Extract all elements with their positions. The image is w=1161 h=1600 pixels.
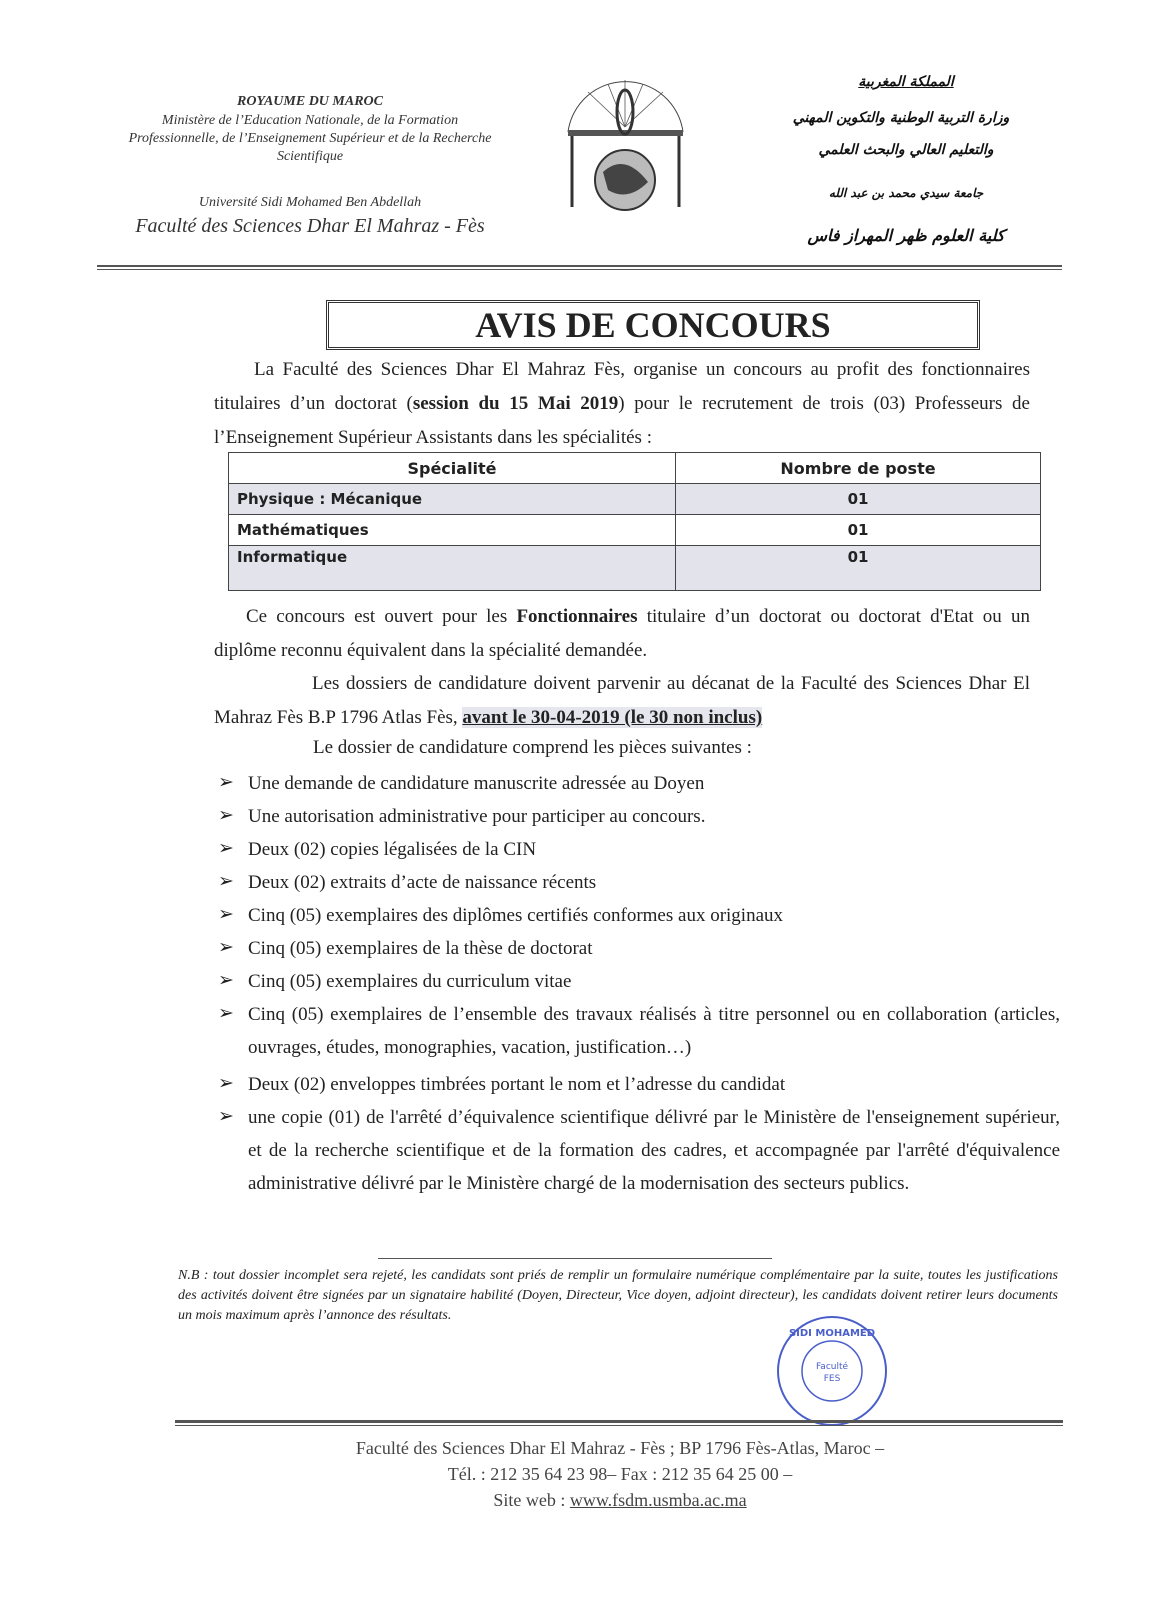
table-row — [229, 546, 1041, 591]
website-link[interactable]: www.fsdm.usmba.ac.ma — [569, 1490, 747, 1510]
list-item: Deux (02) extraits d’acte de naissance récents — [248, 872, 597, 893]
column-header: Spécialité — [229, 453, 676, 484]
footer-phone: Tél. : 212 35 64 23 98– Fax : 212 35 64 25 00 – — [447, 1464, 793, 1484]
country-ar: المملكة المغربية — [858, 74, 954, 90]
ministry-ar-1: وزارة التربية الوطنية والتكوين المهني — [792, 110, 1010, 126]
ministry-ar-2: والتعليم العالي والبحث العلمي — [818, 142, 994, 158]
bullet-arrow-icon: ➢ — [218, 1003, 234, 1024]
specialty-cell: Physique : Mécanique — [229, 484, 676, 515]
bullet-arrow-icon: ➢ — [218, 772, 234, 793]
deadline-paragraph — [214, 667, 1030, 735]
column-header: Nombre de poste — [676, 453, 1041, 484]
bullet-arrow-icon: ➢ — [218, 871, 234, 892]
nb-divider — [378, 1258, 772, 1259]
nb-note: N.B : tout dossier incomplet sera rejeté, les candidats sont priés de remplir un formulaire numérique complémentaire par la suite, toutes les justifications des activités doivent être signées par un signataire habilité (Doyen, Directeur, Vice doyen, adjoint directeur), les candidats doivent retirer leurs documents un mois maximum après l’annonce des résultats. — [178, 1268, 1058, 1323]
svg-text:Faculté: Faculté — [815, 1362, 849, 1372]
list-item: Deux (02) copies légalisées de la CIN — [248, 839, 537, 860]
posts-cell: 01 — [676, 515, 1041, 546]
svg-text:FES: FES — [823, 1374, 841, 1384]
table-header-row — [229, 453, 1041, 484]
specialty-cell: Informatique — [229, 546, 676, 591]
list-item: Cinq (05) exemplaires du curriculum vitae — [248, 971, 572, 992]
footer-address: Faculté des Sciences Dhar El Mahraz - Fès ; BP 1796 Fès-Atlas, Maroc – — [355, 1438, 885, 1458]
bullet-arrow-icon: ➢ — [218, 937, 234, 958]
university-ar: جامعة سيدي محمد بن عبد الله — [828, 186, 984, 200]
list-item: Deux (02) enveloppes timbrées portant le nom et l’adresse du candidat — [248, 1074, 786, 1095]
eligibility-bold: Fonctionnaires — [516, 606, 638, 627]
bullet-arrow-icon: ➢ — [218, 904, 234, 925]
svg-text:SIDI MOHAMED: SIDI MOHAMED — [788, 1328, 876, 1339]
bullet-arrow-icon: ➢ — [218, 1073, 234, 1094]
bullet-arrow-icon: ➢ — [218, 838, 234, 859]
footer-divider — [175, 1420, 1063, 1426]
university-fr: Université Sidi Mohamed Ben Abdellah — [198, 195, 422, 210]
intro-text-2: ) pour le recrutement de trois (03) Professeurs de l’Enseignement Supérieur Assistants dans les spécialités : — [214, 393, 1030, 448]
university-logo — [548, 72, 703, 237]
specialty-cell: Mathématiques — [229, 515, 676, 546]
country-fr: ROYAUME DU MAROC — [237, 94, 383, 109]
web-label: Site web : — [493, 1490, 570, 1510]
list-item: Cinq (05) exemplaires de l’ensemble des travaux réalisés à titre personnel ou en collaboration (articles, ouvrages, études, monographies, vacation, justification…) — [248, 1004, 1060, 1058]
header-divider — [97, 265, 1062, 270]
eligibility-text-2: titulaire d’un doctorat ou doctorat d'Etat ou un diplôme reconnu équivalent dans la spécialité demandée. — [214, 606, 1030, 661]
list-item: Cinq (05) exemplaires de la thèse de doctorat — [248, 938, 593, 959]
posts-cell: 01 — [676, 484, 1041, 515]
eligibility-text: Ce concours est ouvert pour les — [246, 606, 517, 627]
posts-cell: 01 — [676, 546, 1041, 591]
table-row — [229, 484, 1041, 515]
footer-web — [160, 1487, 1080, 1513]
list-item: une copie (01) de l'arrêté d’équivalence scientifique délivré par le Ministère de l'enseignement supérieur, et de la recherche scientifique et de la formation des cadres, et accompagnée par l'arrêté d'équivalence administrative délivré par le Ministère chargé de la modernisation des secteurs publics. — [248, 1107, 1060, 1194]
eligibility-paragraph — [214, 600, 1030, 668]
bullet-arrow-icon: ➢ — [218, 1106, 234, 1127]
official-stamp — [775, 1314, 890, 1434]
faculty-fr: Faculté des Sciences Dhar El Mahraz - Fès — [135, 215, 485, 237]
bullet-arrow-icon: ➢ — [218, 970, 234, 991]
list-intro: Le dossier de candidature comprend les pièces suivantes : — [313, 737, 752, 758]
faculty-ar: كلية العلوم ظهر المهراز فاس — [807, 226, 1005, 245]
intro-paragraph — [214, 353, 1030, 455]
list-item: Une demande de candidature manuscrite adressée au Doyen — [248, 773, 705, 794]
bullet-arrow-icon: ➢ — [218, 805, 234, 826]
ministry-fr: Ministère de l’Education Nationale, de la Formation Professionnelle, de l’Enseignement Supérieur et de la Recherche Scientifique — [128, 113, 492, 164]
specialties-table — [228, 452, 1041, 591]
deadline-text: Les dossiers de candidature doivent parvenir au décanat de la Faculté des Sciences Dhar El Mahraz Fès B.P 1796 Atlas Fès, — [214, 673, 1030, 728]
session-date: session du 15 Mai 2019 — [412, 393, 619, 414]
deadline-date: avant le 30-04-2019 (le 30 non inclus) — [462, 707, 763, 728]
list-item: Une autorisation administrative pour participer au concours. — [248, 806, 706, 827]
table-row — [229, 515, 1041, 546]
list-item: Cinq (05) exemplaires des diplômes certifiés conformes aux originaux — [248, 905, 784, 926]
page-title: AVIS DE CONCOURS — [326, 300, 980, 350]
intro-text: La Faculté des Sciences Dhar El Mahraz Fès, organise un concours au profit des fonctionnaires titulaires d’un doctorat ( — [214, 359, 1030, 414]
